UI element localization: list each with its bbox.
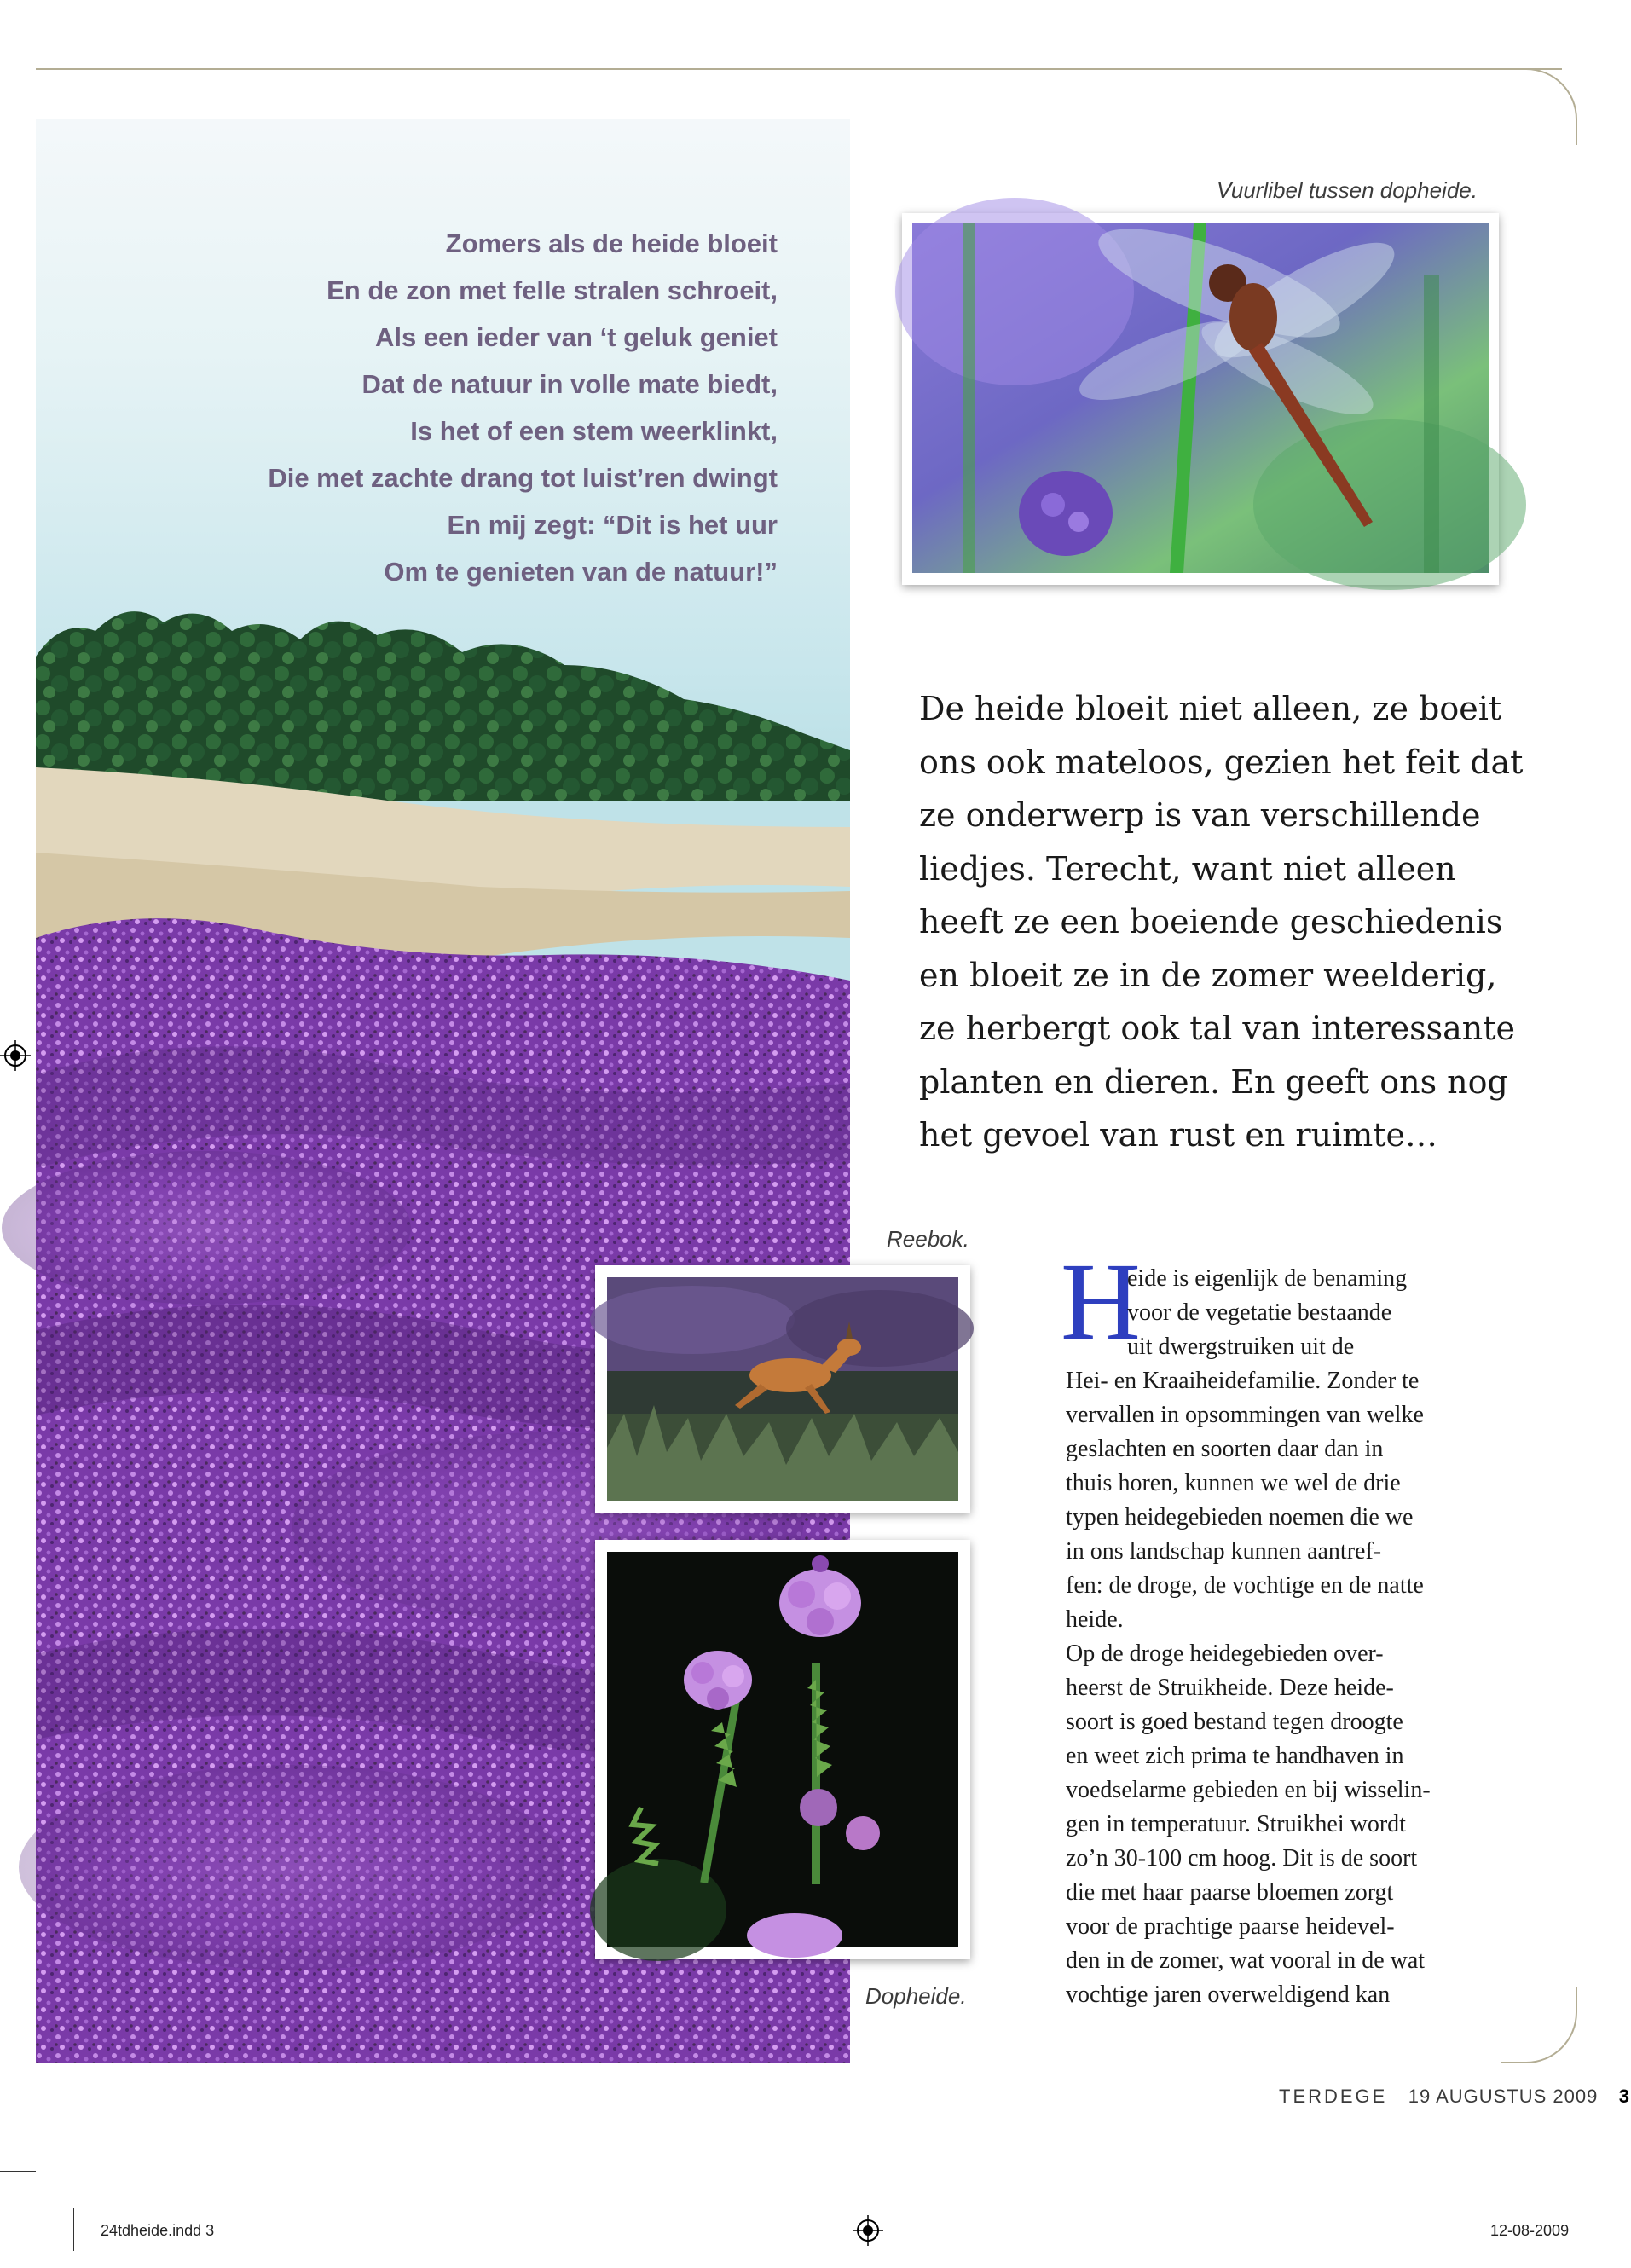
body-line: die met haar paarse bloemen zorgt xyxy=(1066,1879,1394,1906)
body-line: fen: de droge, de vochtige en de natte xyxy=(1066,1572,1424,1599)
body-line: en weet zich prima te handhaven in xyxy=(1066,1743,1404,1769)
drop-cap: H xyxy=(1061,1241,1141,1363)
bottom-corner-rule xyxy=(1501,1987,1577,2063)
intro-line: ze onderwerp is van verschillende xyxy=(919,796,1481,834)
intro-line: De heide bloeit niet alleen, ze boeit xyxy=(919,690,1502,727)
deer-illustration xyxy=(607,1277,958,1501)
dragonfly-caption: Vuurlibel tussen dopheide. xyxy=(1217,177,1478,203)
heath-caption: Dopheide. xyxy=(865,1983,967,2009)
body-line: geslachten en soorten daar dan in xyxy=(1066,1436,1384,1462)
body-line: soort is goed bestand tegen droogte xyxy=(1066,1709,1403,1735)
poem xyxy=(268,220,778,595)
intro-line: ze herbergt ook tal van interessante xyxy=(919,1010,1515,1047)
body-line: Op de droge heidegebieden over- xyxy=(1066,1640,1384,1667)
registration-mark-icon xyxy=(853,2215,883,2246)
body-line: vochtige jaren overweldigend kan xyxy=(1066,1982,1391,2008)
intro-line: heeft ze een boeiende geschiedenis xyxy=(919,903,1503,940)
slug-date: 12-08-2009 xyxy=(1490,2222,1570,2239)
body-line: heide. xyxy=(1066,1606,1124,1633)
body-line: eide is eigenlijk de benaming xyxy=(1127,1265,1408,1292)
crop-mark xyxy=(73,2208,74,2251)
body-line: typen heidegebieden noemen die we xyxy=(1066,1504,1414,1530)
body-line: voor de prachtige paarse heidevel- xyxy=(1066,1913,1395,1940)
body-line: zo’n 30-100 cm hoog. Dit is de soort xyxy=(1066,1845,1418,1872)
body-line: heerst de Struikheide. Deze heide- xyxy=(1066,1675,1394,1701)
body-line: voedselarme gebieden en bij wisselin- xyxy=(1066,1777,1431,1803)
poem-line: Is het of een stem weerklinkt, xyxy=(410,416,778,446)
magazine-name: TERDEGE xyxy=(1279,2086,1388,2107)
intro-line: en bloeit ze in de zomer weelderig, xyxy=(919,956,1497,994)
body-line: voor de vegetatie bestaande xyxy=(1127,1299,1392,1326)
poem-line: Om te genieten van de natuur!” xyxy=(384,557,778,587)
poem-line: Dat de natuur in volle mate biedt, xyxy=(361,369,778,399)
body-text xyxy=(1066,1262,1509,2012)
top-corner-rule xyxy=(1501,68,1577,145)
poem-line: Zomers als de heide bloeit xyxy=(445,229,778,258)
body-line: gen in temperatuur. Struikhei wordt xyxy=(1066,1811,1406,1837)
intro-line: ons ook mateloos, gezien het feit dat xyxy=(919,743,1524,781)
issue-date: 19 AUGUSTUS 2009 xyxy=(1408,2086,1599,2107)
intro-text xyxy=(919,682,1533,1162)
body-line: den in de zomer, wat vooral in de wat xyxy=(1066,1947,1426,1974)
intro-line: het gevoel van rust en ruimte… xyxy=(919,1116,1437,1154)
top-rule xyxy=(36,68,1562,70)
body-line: in ons landschap kunnen aantref- xyxy=(1066,1538,1382,1565)
page-footer xyxy=(1279,2086,1631,2108)
intro-line: liedjes. Terecht, want niet alleen xyxy=(919,849,1456,888)
body-line: thuis horen, kunnen we wel de drie xyxy=(1066,1470,1401,1496)
crop-mark xyxy=(0,2171,36,2172)
intro-line: planten en dieren. En geeft ons nog xyxy=(919,1062,1508,1101)
deer-photo xyxy=(595,1265,970,1513)
poem-line: Die met zachte drang tot luist’ren dwingt xyxy=(268,463,778,493)
dragonfly-photo xyxy=(902,213,1499,585)
dragonfly-illustration xyxy=(912,223,1489,573)
body-line: Hei- en Kraaiheidefamilie. Zonder te xyxy=(1066,1368,1420,1394)
poem-line: Als een ieder van ‘t geluk geniet xyxy=(374,322,778,352)
slug-file: 24tdheide.indd 3 xyxy=(101,2222,215,2239)
body-line: vervallen in opsommingen van welke xyxy=(1066,1402,1424,1428)
heath-photo xyxy=(595,1540,970,1959)
heath-illustration xyxy=(607,1552,958,1947)
deer-caption: Reebok. xyxy=(887,1226,969,1252)
poem-line: En mij zegt: “Dit is het uur xyxy=(447,510,778,540)
body-line: uit dwergstruiken uit de xyxy=(1127,1334,1355,1360)
registration-mark-icon xyxy=(0,1040,31,1071)
poem-line: En de zon met felle stralen schroeit, xyxy=(327,275,778,305)
page-number: 3 xyxy=(1618,2086,1631,2107)
